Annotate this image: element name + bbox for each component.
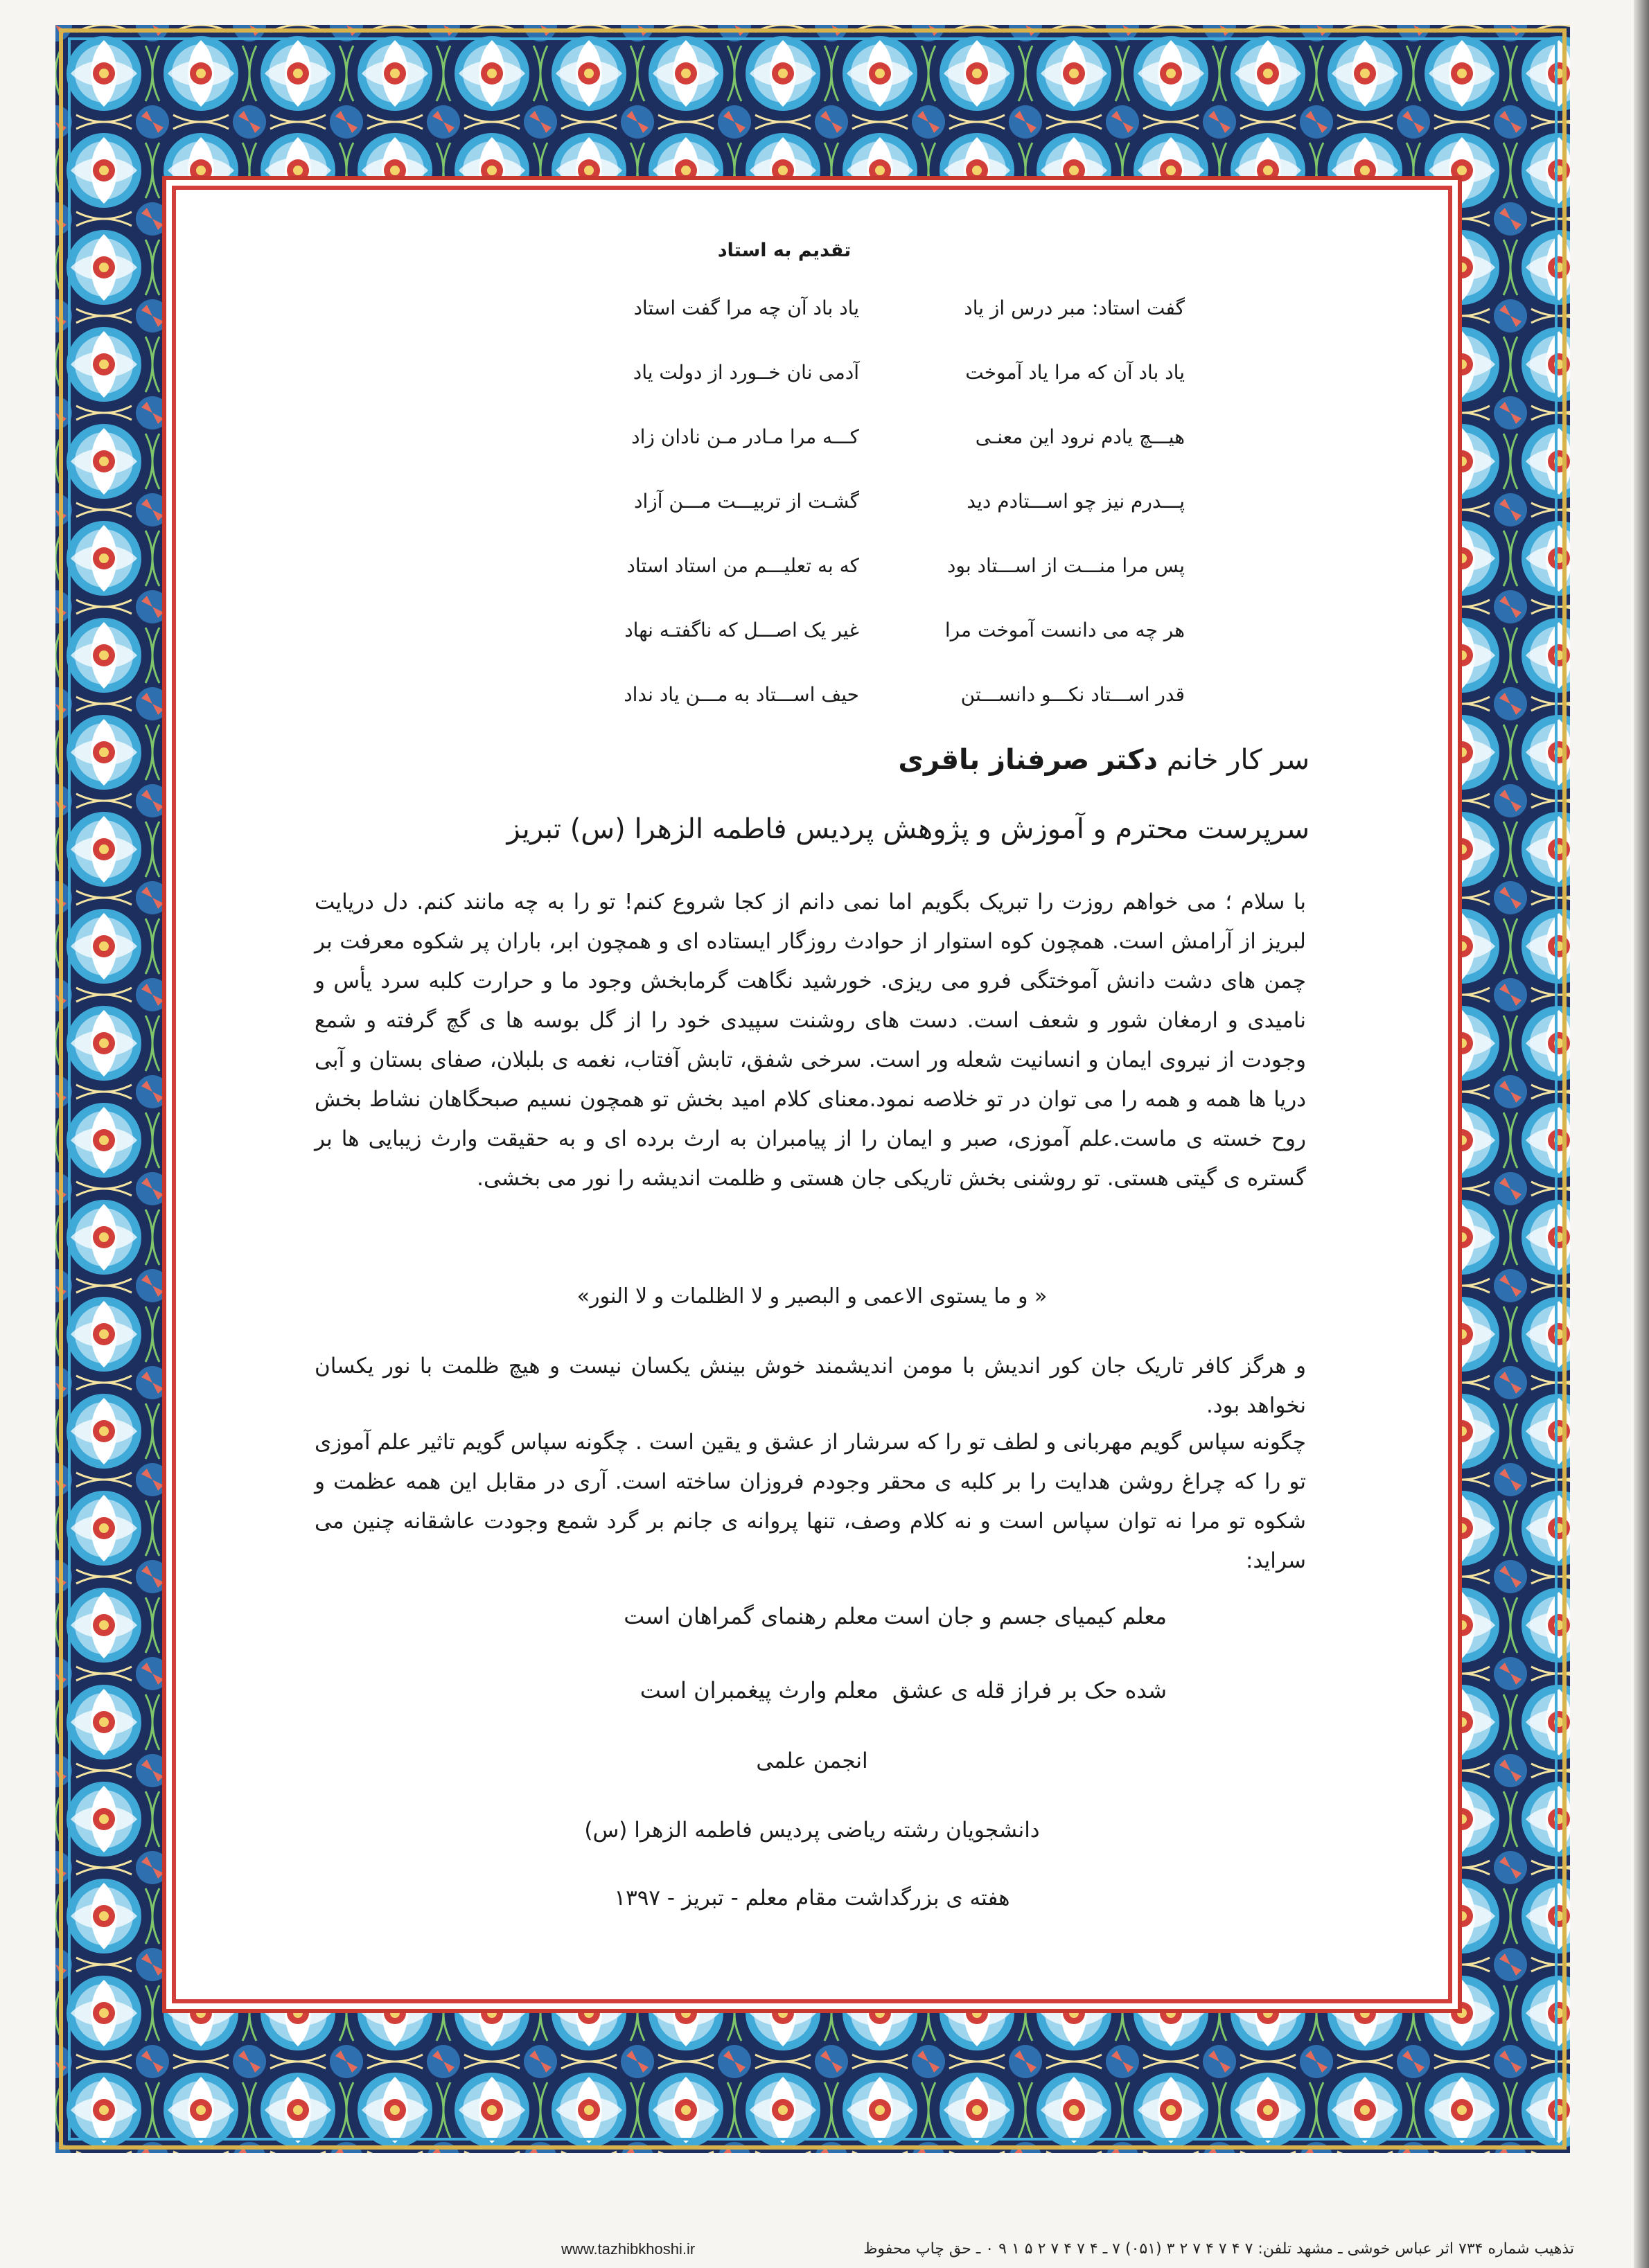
closing-hemistich: معلم رهنمای گمراهان است bbox=[624, 1603, 879, 1629]
closing-hemistich: معلم کیمیای جسم و جان است bbox=[883, 1603, 1167, 1629]
poem-hemistich-right: هیـــچ یادم نرود این معنـی bbox=[975, 425, 1185, 448]
recipient-name: دکتر صرفناز باقری bbox=[898, 744, 1158, 776]
poem-hemistich-right: یاد باد آن که مرا یاد آموخت bbox=[965, 361, 1185, 384]
poem-hemistich-right: پـــدرم نیز چو اســـتادم دید bbox=[967, 490, 1185, 513]
poem-line bbox=[176, 296, 1448, 324]
signature-occasion: هفته ی بزرگداشت مقام معلم - تبریز - ۱۳۹۷ bbox=[614, 1886, 1010, 1911]
closing-hemistich: معلم وارث پیغمبران است bbox=[640, 1677, 879, 1703]
poem-hemistich-left: آدمی نان خــورد از دولت یاد bbox=[633, 361, 859, 384]
illuminated-border bbox=[55, 25, 1570, 2153]
recipient-line bbox=[898, 744, 1310, 776]
poem-hemistich-right: پس مرا منـــت از اســـتاد بود bbox=[946, 554, 1185, 577]
recipient-prefix: سر کار خانم bbox=[1166, 744, 1310, 776]
poem-line bbox=[176, 619, 1448, 646]
quran-quote: « و ما یستوی الاعمی و البصیر و لا الظلمات و لا النور» bbox=[576, 1284, 1048, 1309]
poem-title: تقدیم به استاد bbox=[717, 240, 852, 261]
text-panel bbox=[176, 190, 1448, 1999]
print-footer bbox=[0, 2236, 1649, 2264]
page-edge-shadow bbox=[1634, 0, 1649, 2268]
signature-org: انجمن علمی bbox=[756, 1748, 868, 1773]
paragraph-contrast: و هرگز کافر تاریک جان کور اندیش با مومن اندیشمند خوش بینش یکسان نیست و هیچ ظلمت با نور یکسان نخواهد بود. bbox=[315, 1354, 1306, 1418]
imprint-text: تذهیب شماره ۷۳۴ اثر عباس خوشی ـ مشهد تلفن: ۷ ۴ ۷ ۴ ۷ ۲ ۳ (۰۵۱) ۷ ـ ۴ ۷ ۴ ۷ ۲ ۵ ۱ ۹ ۰ ـ حق چاپ محفوظ bbox=[863, 2240, 1574, 2258]
poem-hemistich-left: غیر یک اصـــل که ناگفتـه نهاد bbox=[624, 619, 859, 641]
poem-line bbox=[176, 361, 1448, 389]
poem-hemistich-right: قدر اســـتاد نکـــو دانســـتن bbox=[960, 683, 1185, 706]
recipient-position: سرپرست محترم و آموزش و پژوهش پردیس فاطمه الزهرا (س) تبریز bbox=[506, 813, 1310, 845]
poem-hemistich-left: یاد باد آن چه مرا گفت استاد bbox=[633, 296, 859, 319]
poem-line bbox=[176, 554, 1448, 582]
closing-hemistich: شده حک بر فراز قله ی عشق bbox=[892, 1677, 1167, 1703]
website-link[interactable]: www.tazhibkhoshi.ir bbox=[561, 2240, 696, 2258]
poem-hemistich-left: گشـت از تربیـــت مـــن آزاد bbox=[634, 490, 859, 513]
poem-line bbox=[176, 425, 1448, 453]
poem-hemistich-right: گفت استاد: مبر درس از یاد bbox=[964, 296, 1185, 319]
poem-hemistich-left: که به تعلیـــم من استاد استاد bbox=[626, 554, 859, 577]
signature-students: دانشجویان رشته ریاضی پردیس فاطمه الزهرا (س) bbox=[584, 1818, 1040, 1843]
poem-hemistich-right: هر چه می دانست آموخت مرا bbox=[944, 619, 1185, 641]
poem-hemistich-left: کـــه مرا مـادر مـن نادان زاد bbox=[631, 425, 859, 448]
poem-line bbox=[176, 683, 1448, 711]
poem-hemistich-left: حیف اســـتاد به مـــن یاد نداد bbox=[624, 683, 859, 706]
paragraph-gratitude: چگونه سپاس گویم مهربانی و لطف تو را که سرشار از عشق و یقین است . چگونه سپاس گویم تاثیر علم آموزی تو را که چراغ روشن هدایت را بر کلبه ی محقر وجودم فروزان ساخته است. آری در مقابل این همه عظمت و شکوه تو مرا نه توان سپاس است و نه کلام وصف، تنها پروانه ی جانم بر گرد شمع وجودت عاشقانه چنین می سراید: bbox=[315, 1430, 1306, 1573]
paragraph-greeting: با سلام ؛ می خواهم روزت را تبریک بگویم اما نمی دانم از کجا شروع کنم! تو را به چه مانند کنم. دل دریایت لبریز از آرامش است. همچون کوه استوار از حوادث روزگار ایستاده ای و همچون ابر، باران پر شکوه معرفت بر چمن های دشت دانش آموختگی فرو می ریزی. خورشید نگاهت گرمابخش وجود ما و حرارت کلبه سرد یأس و نامیدی و ارمغان شور و شعف است. دست های روشنت سپیدی خود را از گل بوسه ها ی گچ گرفته و شمع وجودت از نیروی ایمان و انسانیت شعله ور است. سرخی شفق، تابش آفتاب، نغمه ی بلبلان، صفای بستان و آبی دریا ها همه و همه را می توان در تو خلاصه نمود.معنای کلام امید بخش تو همچون نسیم صبحگاهان نشاط بخش روح خسته ی ماست.علم آموزی، صبر و ایمان را از پیامبران به ارث برده ای و به حقیقت وارث زیبایی ها بر گستره ی گیتی هستی. تو روشنی بخش تاریکی جان هستی و ظلمت اندیشه را نور می بخشی. bbox=[315, 889, 1306, 1191]
poem-line bbox=[176, 490, 1448, 517]
